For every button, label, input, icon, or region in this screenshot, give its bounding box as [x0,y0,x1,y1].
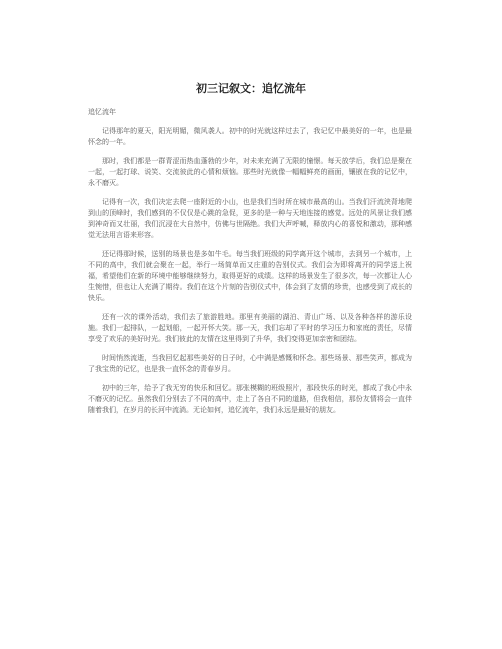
paragraph-5: 还有一次的课外活动，我们去了旅游胜地。那里有美丽的湖泊、青山广场、以及各种各样的游乐设施。我们一起排队，一起划船，一起开怀大笑。那一天，我们忘却了平时的学习压力和家庭的责任，尽情享受了欢乐的美好时光。我们彼此的友情在这里得到了升华，我们变得更加亲密和团结。 [88,313,412,343]
paragraph-3: 记得有一次，我们决定去爬一座附近的小山，也是我们当时所在城市最高的山。当我们汗流浃背地爬到山的顶峰时，我们感到的不仅仅是心跳的急促，更多的是一种与天地连接的感觉。远处的风景让我们感到神奇而又壮丽，我们沉浸在大自然中，仿佛与世隔绝。我们大声呼喊，释放内心的喜悦和激动，那种感觉无法用言语来形容。 [88,198,412,239]
paragraph-6: 时间悄然流逝，当我回忆起那些美好的日子时，心中满是感慨和怀念。那些场景、那些笑声，都成为了我宝贵的记忆，也是我一直怀念的青春岁月。 [88,354,412,373]
paragraph-1: 记得那年的夏天，阳光明媚，微风袭人。初中的时光就这样过去了，我记忆中最美好的一年，也是最怀念的一年。 [88,127,412,146]
paragraph-7: 初中的三年，给予了我无穷的快乐和回忆。那张模糊的班级照片，那段快乐的时光，都成了我心中永不磨灭的记忆。虽然我们分别去了不同的高中，走上了各自不同的道路，但我相信，那份友情将会一直伴随着我们，在岁月的长河中流淌。无论如何，追忆流年，我们永远是最好的朋友。 [88,384,412,414]
document-body [88,126,412,424]
paragraph-2: 那时，我们都是一群青涩而热血蓬勃的少年，对未来充满了无限的憧憬。每天放学后，我们总是聚在一起，一起打球、说笑、交流彼此的心情和烦恼。那些时光就像一幅幅鲜亮的画面，镶嵌在我的记忆中，永不磨灭。 [88,157,412,187]
document-title: 初三记叙文：追忆流年 [196,82,306,95]
paragraph-4: 还记得那时候，送别的场景也是多如牛毛。每当我们班级的同学离开这个城市，去到另一个城市，上不同的高中，我们就会聚在一起，举行一场简单而又庄重的告别仪式。我们会为即将离开的同学送上祝福，希望他们在新的环境中能够继续努力，取得更好的成绩。这样的场景发生了很多次，每一次都让人心生惋惜，但也让人充满了期待。我们在这个片刻的告别仪式中，体会到了友情的珍贵，也感受到了成长的快乐。 [88,250,412,302]
document-subtitle: 追忆流年 [88,108,116,116]
